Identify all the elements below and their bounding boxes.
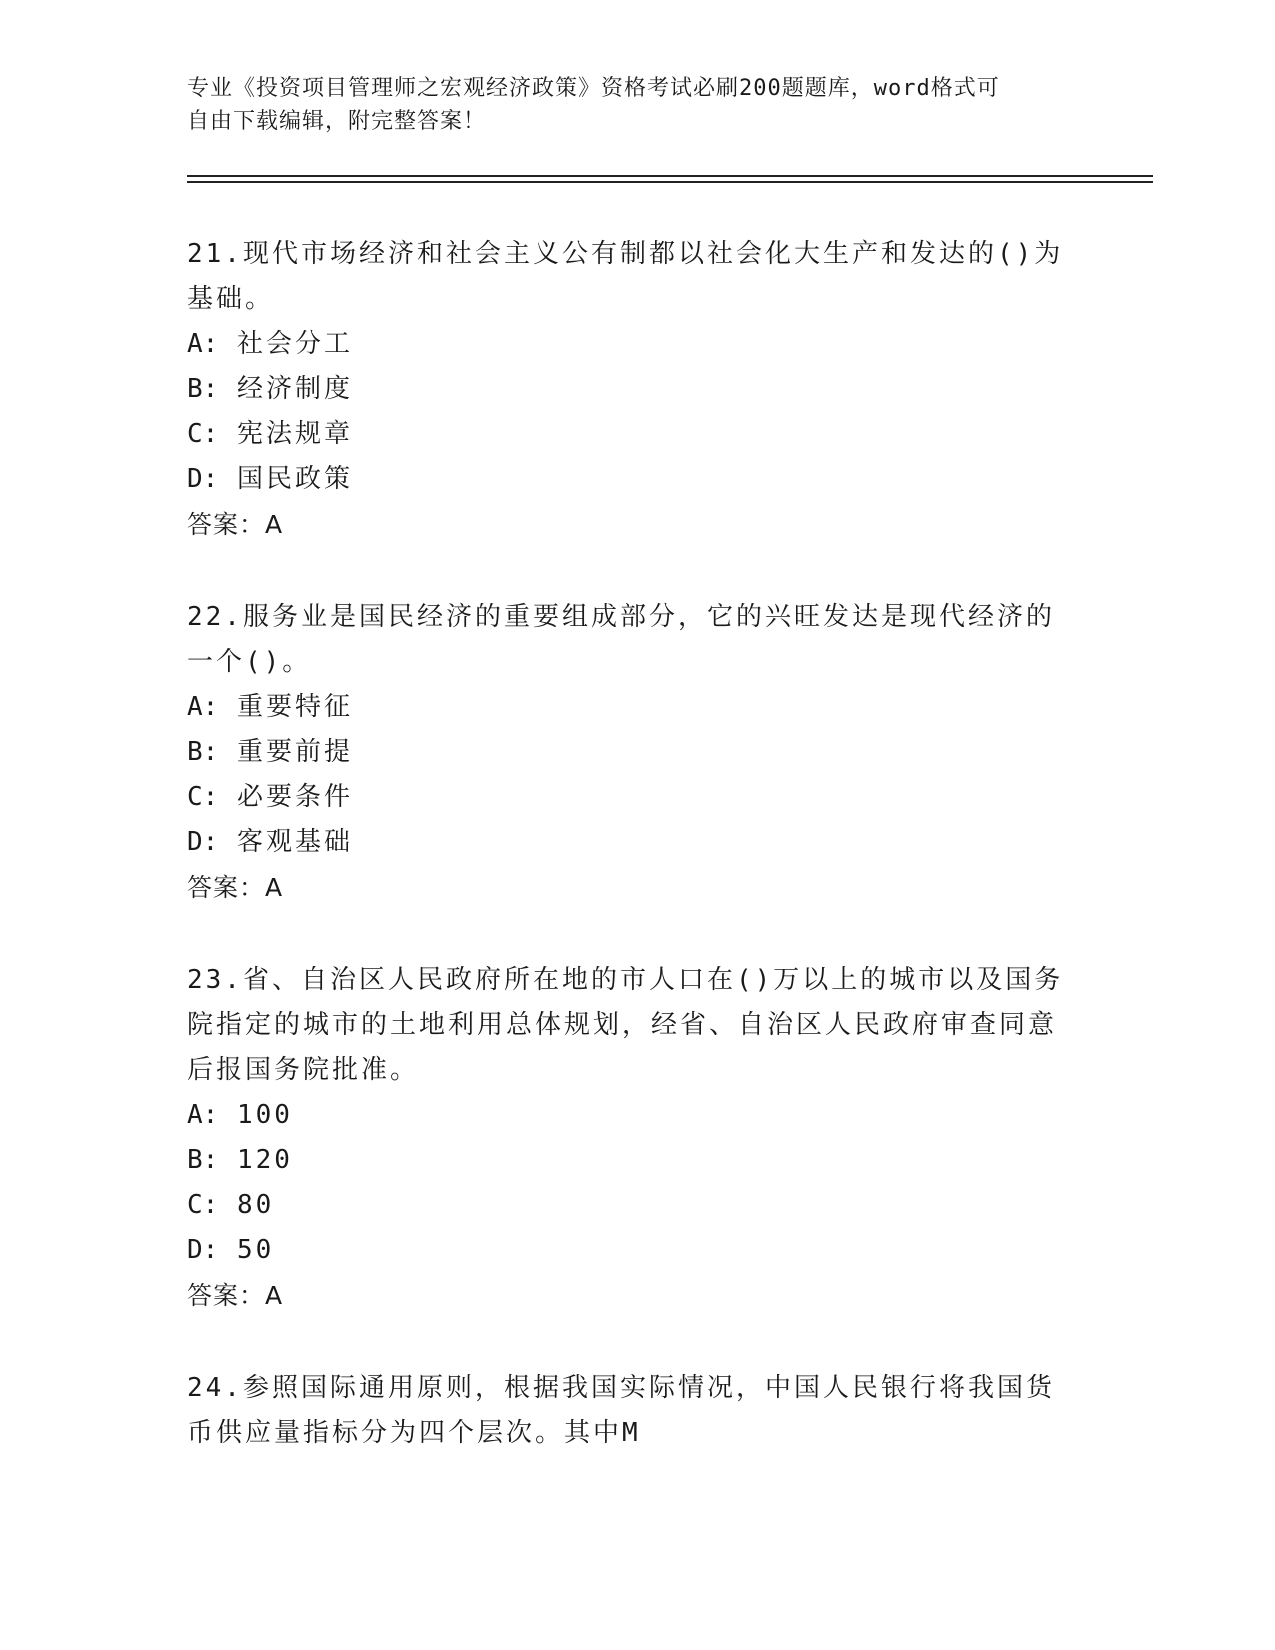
option-text: 80 (236, 1190, 275, 1220)
option-a (187, 1093, 1087, 1138)
option-text: 重要前提 (236, 737, 353, 767)
header-intro-line-1: 专业《投资项目管理师之宏观经济政策》资格考试必刷200题题库，word格式可 (187, 76, 1000, 101)
question-number: 24. (187, 1373, 243, 1403)
option-text: 50 (236, 1235, 275, 1265)
option-label: A: (187, 329, 219, 359)
question-text (187, 232, 1067, 322)
option-c (187, 1183, 1087, 1228)
question-list (187, 232, 1087, 1504)
option-c (187, 775, 1087, 820)
option-a (187, 685, 1087, 730)
question-body: 省、自治区人民政府所在地的市人口在()万以上的城市以及国务院指定的城市的土地利用总体规划，经省、自治区人民政府审查同意后报国务院批准。 (187, 965, 1064, 1085)
option-label: C: (187, 1190, 219, 1220)
option-label: B: (187, 374, 219, 404)
header-intro-line-2: 自由下载编辑，附完整答案！ (187, 109, 487, 134)
answer-line: 答案：A (187, 1281, 284, 1310)
question-number: 23. (187, 965, 243, 995)
option-text: 客观基础 (236, 827, 353, 857)
document-header (187, 72, 1067, 138)
option-label: A: (187, 1100, 219, 1130)
option-text: 120 (236, 1145, 293, 1175)
header-divider-bottom (187, 181, 1153, 183)
option-text: 必要条件 (236, 782, 353, 812)
option-text: 宪法规章 (236, 419, 353, 449)
header-divider-top (187, 175, 1153, 177)
question-23 (187, 958, 1087, 1318)
option-b (187, 367, 1087, 412)
option-label: C: (187, 782, 219, 812)
option-d (187, 457, 1087, 502)
option-b (187, 730, 1087, 775)
option-d (187, 1228, 1087, 1273)
question-number: 22. (187, 602, 243, 632)
question-text (187, 1366, 1067, 1456)
option-c (187, 412, 1087, 457)
option-label: A: (187, 692, 219, 722)
option-text: 经济制度 (236, 374, 353, 404)
option-label: D: (187, 1235, 219, 1265)
question-body: 现代市场经济和社会主义公有制都以社会化大生产和发达的()为基础。 (187, 239, 1064, 314)
option-label: B: (187, 737, 219, 767)
option-text: 社会分工 (236, 329, 353, 359)
question-21 (187, 232, 1087, 547)
option-text: 国民政策 (236, 464, 353, 494)
option-d (187, 820, 1087, 865)
question-text (187, 595, 1067, 685)
option-b (187, 1138, 1087, 1183)
answer-line: 答案：A (187, 510, 284, 539)
question-body: 参照国际通用原则，根据我国实际情况，中国人民银行将我国货币供应量指标分为四个层次。其中M (187, 1373, 1055, 1448)
option-label: D: (187, 464, 219, 494)
question-number: 21. (187, 239, 243, 269)
option-label: D: (187, 827, 219, 857)
question-22 (187, 595, 1087, 910)
option-text: 100 (236, 1100, 293, 1130)
option-text: 重要特征 (236, 692, 353, 722)
question-text (187, 958, 1067, 1093)
answer-line: 答案：A (187, 873, 284, 902)
option-label: B: (187, 1145, 219, 1175)
question-body: 服务业是国民经济的重要组成部分，它的兴旺发达是现代经济的一个()。 (187, 602, 1055, 677)
option-label: C: (187, 419, 219, 449)
question-24 (187, 1366, 1087, 1456)
option-a (187, 322, 1087, 367)
